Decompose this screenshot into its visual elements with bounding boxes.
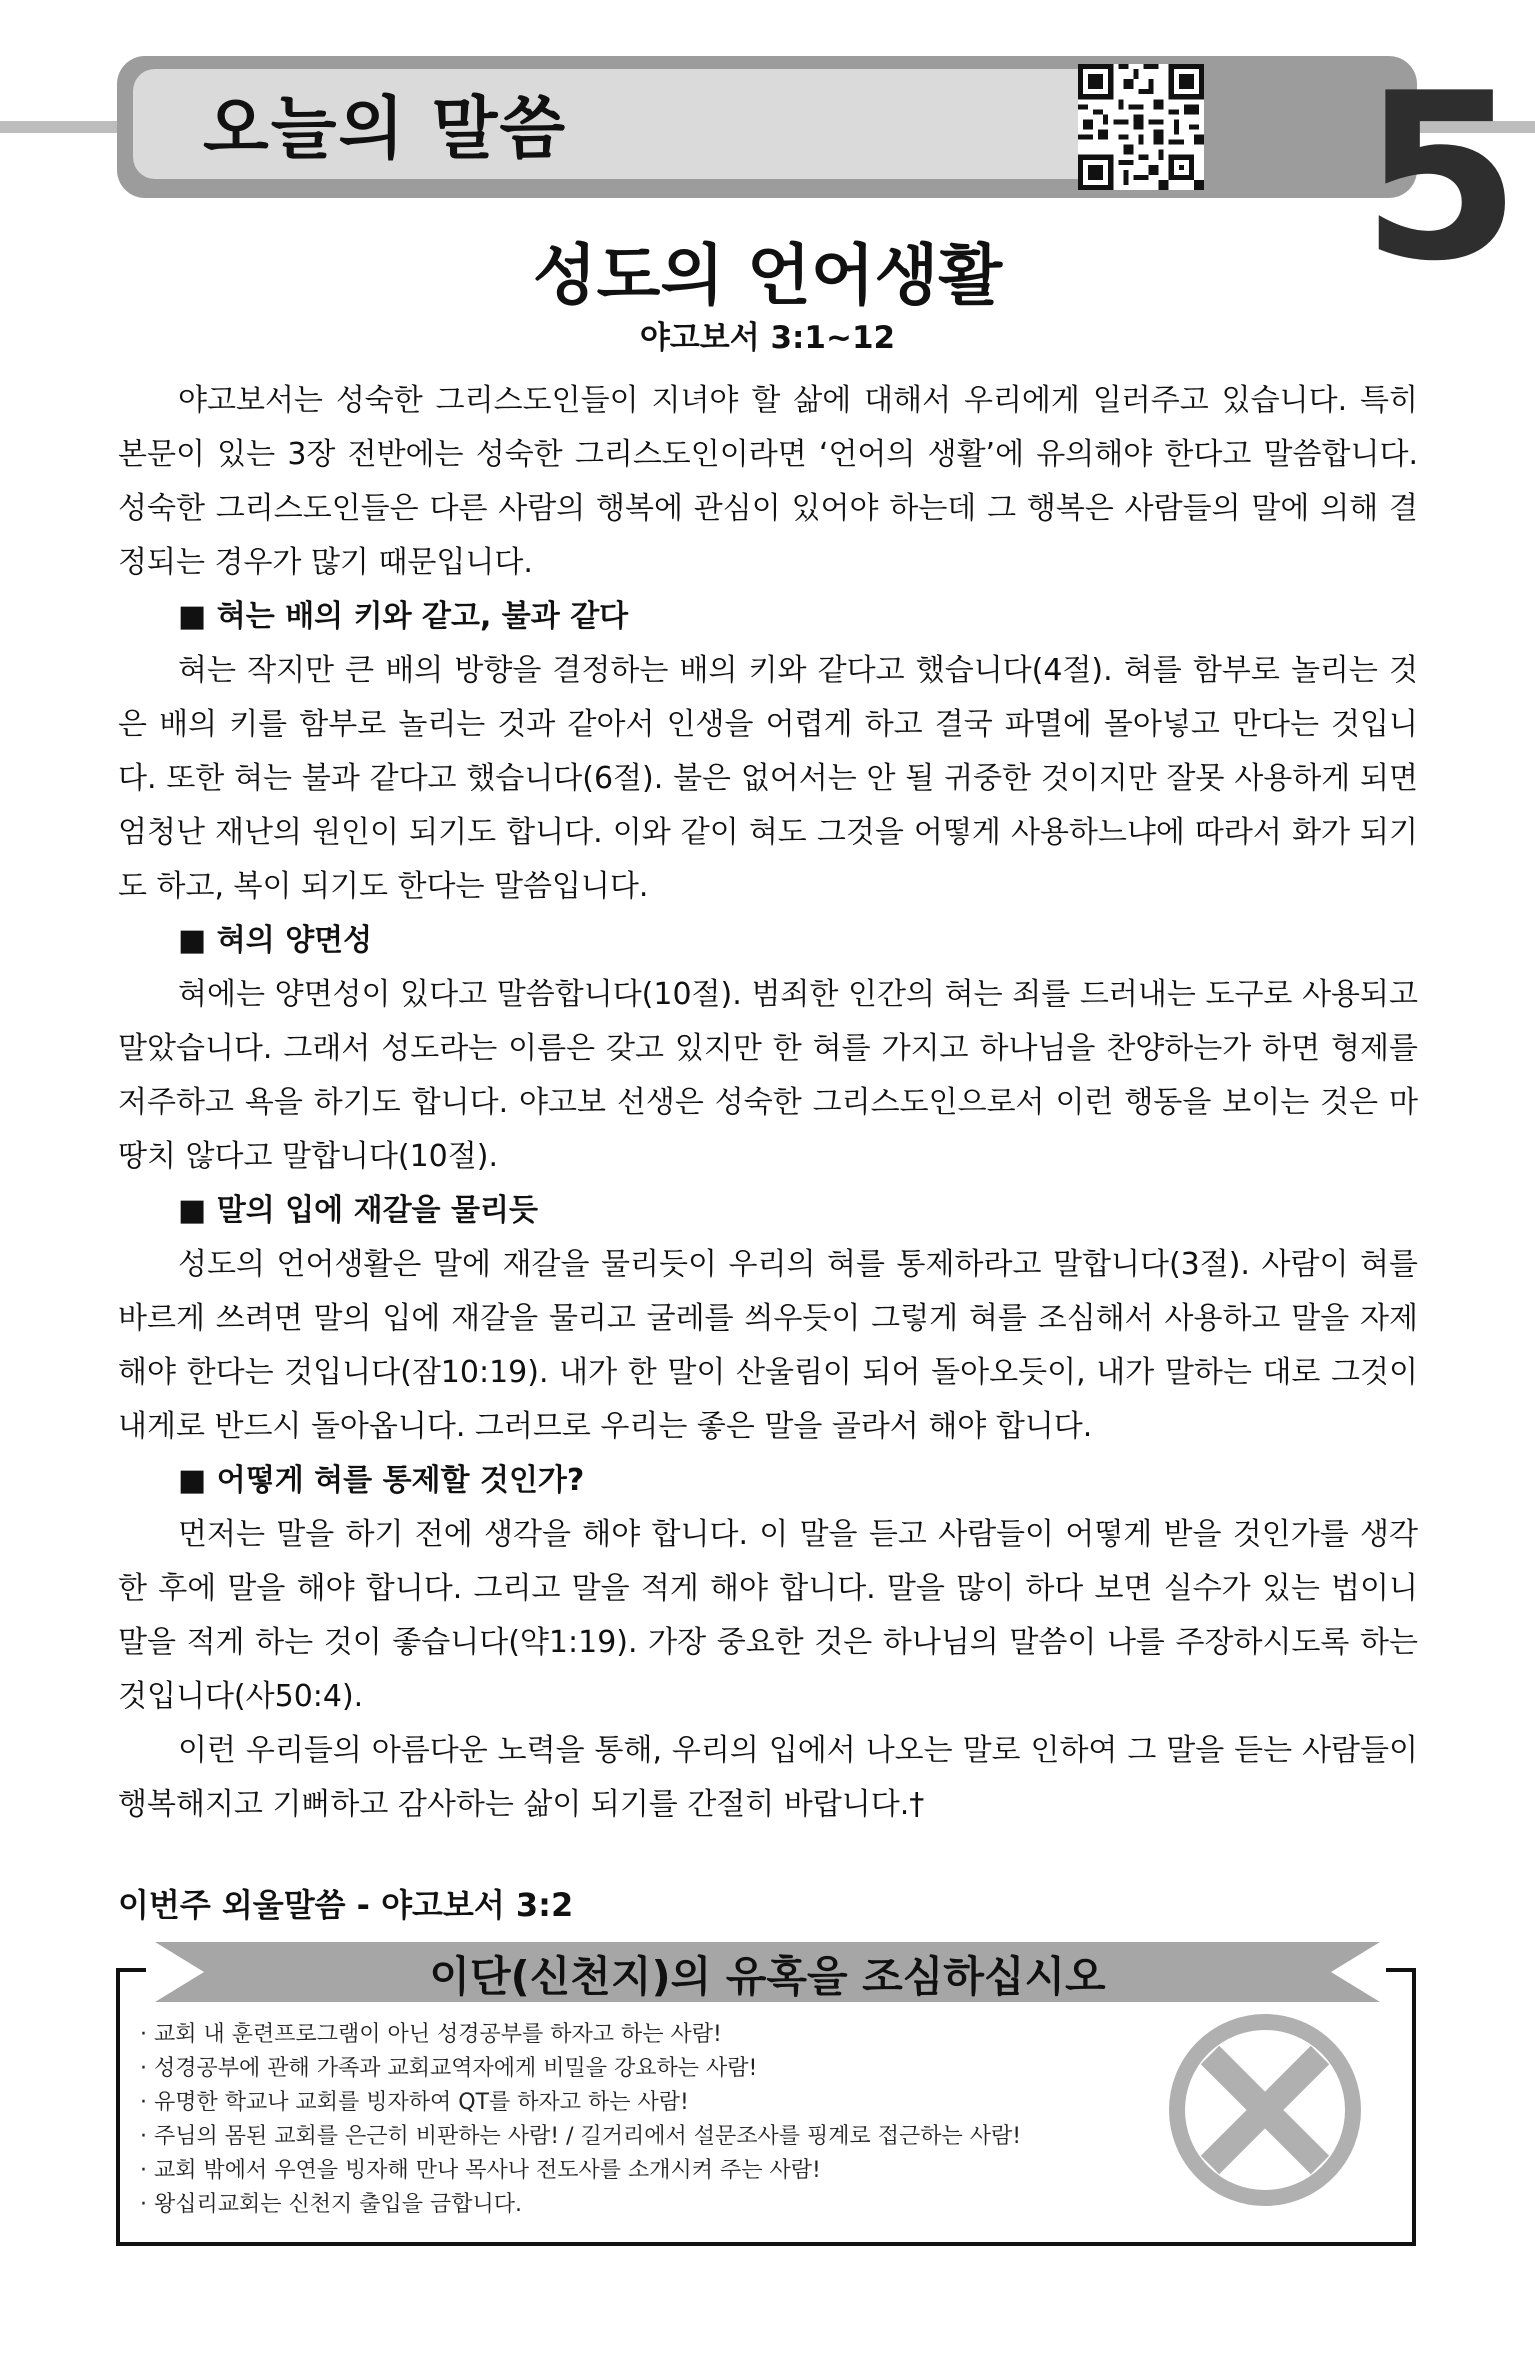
list-item: · 왕십리교회는 신천지 출입을 금합니다. bbox=[140, 2188, 1021, 2222]
qr-code-icon[interactable] bbox=[1078, 64, 1204, 190]
section-heading: ■ 어떻게 혀를 통제할 것인가? bbox=[178, 1463, 585, 1498]
sermon-title: 성도의 언어생활 bbox=[532, 237, 1003, 314]
list-item: · 성경공부에 관해 가족과 교회교역자에게 비밀을 강요하는 사람! bbox=[140, 2052, 1021, 2086]
closing-paragraph: 이런 우리들의 아름다운 노력을 통해, 우리의 입에서 나오는 말로 인하여 그 말을 듣는 사람들이 행복해지고 기뻐하고 감사하는 삶이 되기를 간절히 바랍니다.† bbox=[118, 1733, 1418, 1822]
section-heading: ■ 말의 입에 재갈을 물리듯 bbox=[178, 1193, 538, 1228]
page-title: 오늘의 말씀 bbox=[203, 90, 568, 169]
sermon-body bbox=[118, 374, 1418, 1832]
warning-box-corner-left bbox=[116, 1968, 146, 1972]
section-paragraph: 성도의 언어생활은 말에 재갈을 물리듯이 우리의 혀를 통제하라고 말합니다(3절). 사람이 혀를 바르게 쓰려면 말의 입에 재갈을 물리고 굴레를 씌우듯이 그렇게 혀를 조심해서 사용하고 말을 자제해야 한다는 것입니다(잠10:19). 내가 한 말이 산울림이 되어 돌아오듯이, 내가 말하는 대로 그것이 내게로 반드시 돌아옵니다. 그러므로 우리는 좋은 말을 골라서 해야 합니다. bbox=[118, 1247, 1418, 1444]
warning-list bbox=[140, 2018, 1021, 2222]
section-paragraph: 먼저는 말을 하기 전에 생각을 해야 합니다. 이 말을 듣고 사람들이 어떻게 받을 것인가를 생각한 후에 말을 해야 합니다. 그리고 말을 적게 해야 합니다. 말을 많이 하다 보면 실수가 있는 법이니 말을 적게 하는 것이 좋습니다(약1:19). 가장 중요한 것은 하나님의 말씀이 나를 주장하시도록 하는 것입니다(사50:4). bbox=[118, 1517, 1418, 1714]
section-heading: ■ 혀는 배의 키와 같고, 불과 같다 bbox=[178, 599, 629, 634]
list-item: · 교회 밖에서 우연을 빙자해 만나 목사나 전도사를 소개시켜 주는 사람! bbox=[140, 2154, 1021, 2188]
intro-paragraph: 야고보서는 성숙한 그리스도인들이 지녀야 할 삶에 대해서 우리에게 일러주고 있습니다. 특히 본문이 있는 3장 전반에는 성숙한 그리스도인이라면 ‘언어의 생활’에 유의해야 한다고 말씀합니다. 성숙한 그리스도인들은 다른 사람의 행복에 관심이 있어야 하는데 그 행복은 사람들의 말에 의해 결정되는 경우가 많기 때문입니다. bbox=[118, 383, 1418, 580]
list-item: · 주님의 몸된 교회를 은근히 비판하는 사람! / 길거리에서 설문조사를 핑계로 접근하는 사람! bbox=[140, 2120, 1021, 2154]
issue-number: 5 bbox=[1361, 45, 1522, 312]
warning-box-corner-right bbox=[1386, 1968, 1416, 1972]
list-item: · 교회 내 훈련프로그램이 아닌 성경공부를 하자고 하는 사람! bbox=[140, 2018, 1021, 2052]
warning-title: 이단(신천지)의 유혹을 조심하십시오 bbox=[429, 1952, 1106, 2001]
section-paragraph: 혀에는 양면성이 있다고 말씀합니다(10절). 범죄한 인간의 혀는 죄를 드러내는 도구로 사용되고 말았습니다. 그래서 성도라는 이름은 갖고 있지만 한 혀를 가지고 하나님을 찬양하는가 하면 형제를 저주하고 욕을 하기도 합니다. 야고보 선생은 성숙한 그리스도인으로서 이런 행동을 보이는 것은 마땅치 않다고 말합니다(10절). bbox=[118, 977, 1418, 1174]
header-title-panel bbox=[133, 69, 1159, 179]
section-heading: ■ 혀의 양면성 bbox=[178, 923, 373, 958]
section-paragraph: 혀는 작지만 큰 배의 방향을 결정하는 배의 키와 같다고 했습니다(4절). 혀를 함부로 놀리는 것은 배의 키를 함부로 놀리는 것과 같아서 인생을 어렵게 하고 결국 파멸에 몰아넣고 만다는 것입니다. 또한 혀는 불과 같다고 했습니다(6절). 불은 없어서는 안 될 귀중한 것이지만 잘못 사용하게 되면 엄청난 재난의 원인이 되기도 합니다. 이와 같이 혀도 그것을 어떻게 사용하느냐에 따라서 화가 되기도 하고, 복이 되기도 한다는 말씀입니다. bbox=[118, 653, 1418, 904]
memory-verse: 이번주 외울말씀 - 야고보서 3:2 bbox=[118, 1886, 574, 1924]
prohibited-x-icon bbox=[1165, 2010, 1365, 2210]
header-side-line-left bbox=[0, 121, 125, 133]
list-item: · 유명한 학교나 교회를 빙자하여 QT를 하자고 하는 사람! bbox=[140, 2086, 1021, 2120]
scripture-reference: 야고보서 3:1~12 bbox=[639, 320, 896, 356]
